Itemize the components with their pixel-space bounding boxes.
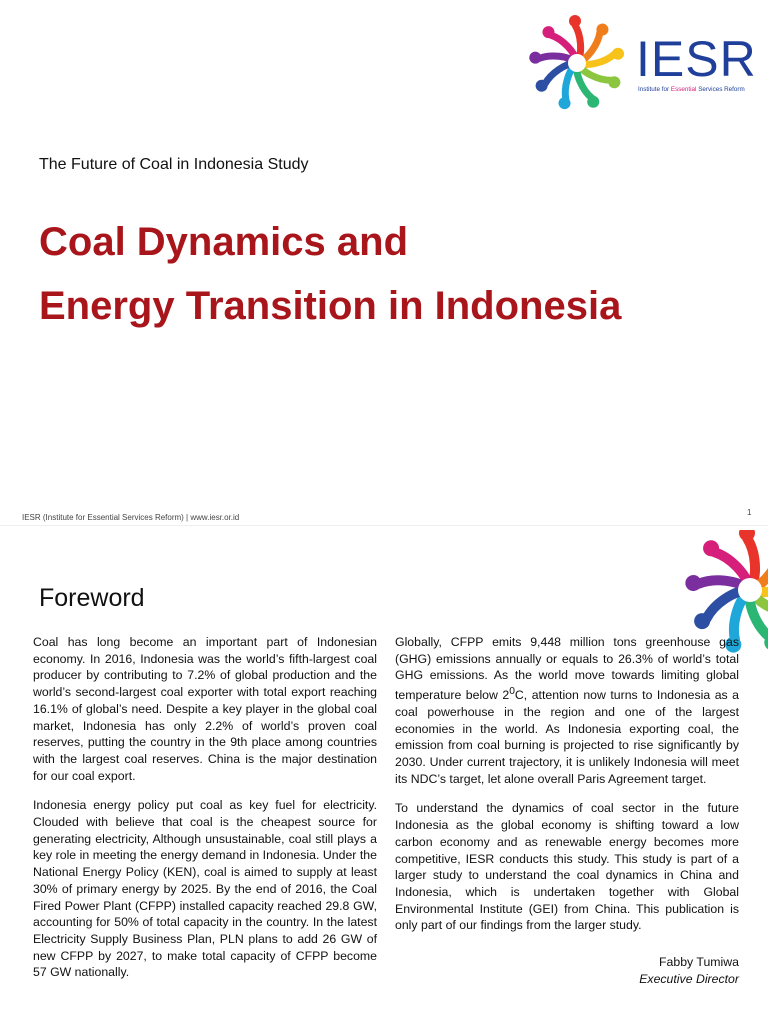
logo-wordmark: IESR [636,31,757,87]
document-title [39,210,621,338]
study-title: The Future of Coal in Indonesia Study [39,156,309,173]
page-number: 1 [747,508,752,517]
foreword-paragraph: Indonesia energy policy put coal as key fuel for electricity. Clouded with believe that coal is the cheapest source for generating electricity, Although unsustainable, coal still plays a key role in meeting the energy demand in Indonesia. Under the National Energy Policy (KEN), coal is aimed to supply at least 30% of primary energy by 2025. By the end of 2016, the Coal Fired Power Plant (CFPP) installed capacity reached 29.8 GW, accounting for 50% of total capacity in the country. In the latest Electricity Supply Business Plan, PLN plans to add 26 GW of new CFPP by 2027, to make total capacity of CFPP become 57 GW nationally. [33,798,377,980]
signature-block [395,954,739,987]
signature-role: Executive Director [639,971,739,986]
page-footer: IESR (Institute for Essential Services Reform) | www.iesr.or.id [22,513,240,522]
foreword-right-column [395,634,739,987]
foreword-heading: Foreword [39,584,145,612]
foreword-page [0,526,768,1024]
title-line-1: Coal Dynamics and [39,220,409,264]
logo-subtitle: Institute for Essential Services Reform [638,86,745,93]
iesr-logo[interactable] [520,8,760,118]
foreword-left-column [33,634,377,994]
foreword-paragraph: Globally, CFPP emits 9,448 million tons greenhouse gas (GHG) emissions annually or equals to 26.3% of world’s total GHG emissions. As the world move towards limiting global temperature below $2^0C$, attention now turns to Indonesia as a coal powerhouse in the region and one of the largest economies in the world. As Indonesia exporting coal, the emission from coal burning is projected to rise significantly by 2030. Under current trajectory, it is unlikely Indonesia will meet its NDC’s target, let alone overall Paris Agreement target. [395,635,739,786]
foreword-paragraph: Coal has long become an important part of Indonesian economy. In 2016, Indonesia was the world’s fifth-largest coal producer by contributing to 7.2% of global production and the world’s second-largest coal exporter with total export reaching 16.1% of global’s need. Despite a key player in the global coal market, Indonesia has only 2.2% of world’s proven coal reserves, putting the country in the 9th place among countries with the largest coal reserves. China is the major destination for our coal export. [33,635,377,783]
iesr-swirl-icon [520,8,630,118]
title-line-2: Energy Transition in Indonesia [39,284,622,328]
foreword-paragraph: To understand the dynamics of coal sector in the future Indonesia as the global economy is shifting toward a low carbon economy and as renewable energy becomes more competitive, IESR conducts this study. This study is part of a larger study to understand the coal dynamics in China and Indonesia, which is undertaken together with Global Environmental Institute (GEI) from China. This publication is only part of our findings from the larger study. [395,801,739,933]
signature-name: Fabby Tumiwa [659,955,739,970]
